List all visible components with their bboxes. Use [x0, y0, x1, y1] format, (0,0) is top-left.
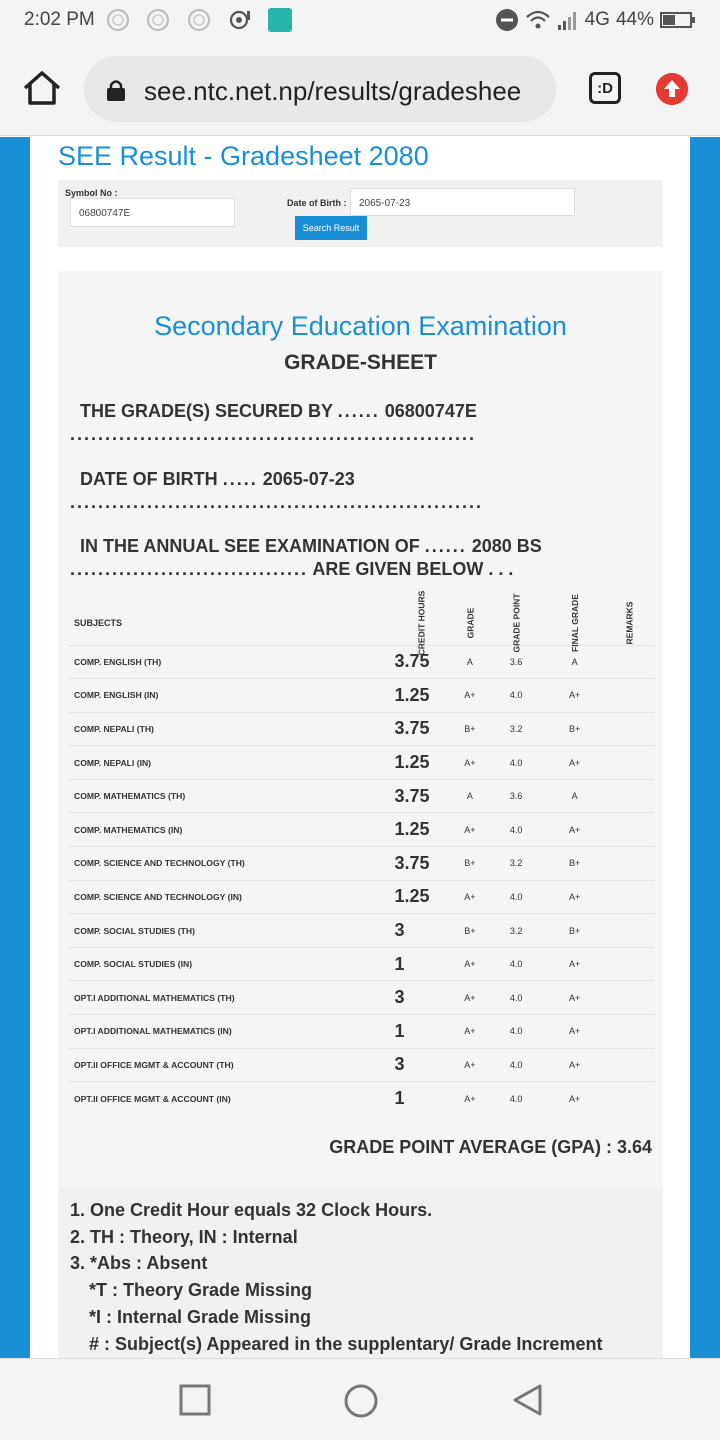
subject-cell: COMP. SCIENCE AND TECHNOLOGY (TH) [68, 847, 389, 881]
point-cell: 3.2 [487, 914, 546, 948]
table-row [68, 779, 655, 813]
final-cell: A [546, 779, 604, 813]
grade-cell: B+ [453, 712, 486, 746]
table-row [68, 1048, 655, 1082]
symbol-input[interactable]: 06800747E [70, 198, 235, 227]
credit-cell: 3.75 [389, 712, 454, 746]
credit-cell: 1.25 [389, 880, 454, 914]
remarks-cell [604, 847, 655, 881]
home-nav-icon[interactable] [343, 1383, 379, 1419]
table-row [68, 746, 655, 780]
grade-cell: B+ [453, 847, 486, 881]
remarks-cell [604, 746, 655, 780]
header-final-grade: FINAL GRADE [569, 593, 580, 652]
grade-cell: A+ [453, 813, 486, 847]
secured-prefix: THE GRADE(S) SECURED BY [80, 401, 333, 421]
header-remarks: REMARKS [624, 601, 635, 645]
gpa-summary: GRADE POINT AVERAGE (GPA) : 3.64 [329, 1137, 652, 1157]
table-row [68, 813, 655, 847]
point-cell: 3.2 [487, 847, 546, 881]
sheet-title: GRADE-SHEET [284, 351, 437, 374]
table-row [68, 712, 655, 746]
final-cell: A [546, 645, 604, 679]
remarks-cell [604, 947, 655, 981]
credit-cell: 3 [389, 1048, 454, 1082]
credit-cell: 1 [389, 947, 454, 981]
grade-cell: A+ [453, 947, 486, 981]
lock-icon [106, 79, 126, 101]
final-cell: A+ [546, 813, 604, 847]
table-row [68, 847, 655, 881]
final-cell: A+ [546, 746, 604, 780]
note-6: # : Subject(s) Appeared in the supplentary/ Grade Increment [89, 1334, 603, 1354]
search-form [58, 180, 663, 247]
subject-cell: COMP. SCIENCE AND TECHNOLOGY (IN) [68, 880, 389, 914]
web-page [0, 137, 720, 1358]
grades-table [68, 590, 655, 1115]
point-cell: 4.0 [487, 1048, 546, 1082]
header-subjects: SUBJECTS [74, 617, 123, 628]
credit-cell: 3.75 [389, 847, 454, 881]
point-cell: 4.0 [487, 880, 546, 914]
status-indicators [495, 8, 696, 32]
remarks-cell [604, 679, 655, 713]
grade-cell: A+ [453, 1082, 486, 1116]
grade-cell: A+ [453, 679, 486, 713]
table-row [68, 679, 655, 713]
remarks-cell [604, 712, 655, 746]
remarks-cell [604, 1015, 655, 1049]
exam-title: Secondary Education Examination [154, 311, 567, 341]
do-not-disturb-icon [495, 8, 519, 32]
subject-cell: COMP. NEPALI (TH) [68, 712, 389, 746]
recents-icon[interactable] [178, 1383, 212, 1417]
final-cell: A+ [546, 947, 604, 981]
table-row [68, 645, 655, 679]
subject-cell: COMP. NEPALI (IN) [68, 746, 389, 780]
table-row [68, 981, 655, 1015]
grade-cell: A+ [453, 746, 486, 780]
credit-cell: 1 [389, 1015, 454, 1049]
dob-line: DATE OF BIRTH ..... 2065-07-23 ........................................................... [70, 469, 484, 512]
final-cell: A+ [546, 1048, 604, 1082]
battery-percent: 44% [615, 9, 654, 30]
point-cell: 4.0 [487, 981, 546, 1015]
grade-cell: A [453, 779, 486, 813]
battery-icon [660, 11, 696, 29]
given-below: ARE GIVEN BELOW . . . [312, 559, 514, 579]
right-border [690, 137, 720, 1358]
notification-icon [106, 8, 130, 32]
header-grade-point: GRADE POINT [511, 593, 522, 653]
table-row [68, 880, 655, 914]
final-cell: A+ [546, 880, 604, 914]
screenshot-icon [268, 8, 292, 32]
point-cell: 4.0 [487, 1082, 546, 1116]
subject-cell: OPT.II OFFICE MGMT & ACCOUNT (TH) [68, 1048, 389, 1082]
status-time: 2:02 PM [24, 9, 95, 30]
remarks-cell [604, 880, 655, 914]
wifi-icon [525, 9, 551, 31]
remarks-cell [604, 981, 655, 1015]
credit-cell: 3.75 [389, 645, 454, 679]
point-cell: 4.0 [487, 947, 546, 981]
remarks-cell [604, 1048, 655, 1082]
tab-switcher-button[interactable]: :D [589, 72, 621, 104]
point-cell: 3.2 [487, 712, 546, 746]
note-1: 1. One Credit Hour equals 32 Clock Hours. [70, 1200, 433, 1220]
note-5: *I : Internal Grade Missing [89, 1307, 312, 1327]
subject-cell: COMP. SOCIAL STUDIES (IN) [68, 947, 389, 981]
grade-cell: B+ [453, 914, 486, 948]
back-icon[interactable] [510, 1383, 544, 1417]
subject-cell: COMP. MATHEMATICS (IN) [68, 813, 389, 847]
table-row [68, 914, 655, 948]
table-header-row [68, 601, 655, 645]
point-cell: 4.0 [487, 679, 546, 713]
update-icon[interactable] [656, 73, 688, 105]
status-bar [0, 0, 720, 40]
dob-prefix: DATE OF BIRTH [80, 469, 218, 489]
grade-cell: A+ [453, 1048, 486, 1082]
network-type: 4G [584, 9, 610, 30]
subject-cell: COMP. ENGLISH (IN) [68, 679, 389, 713]
at-sign-icon [228, 8, 252, 32]
grade-cell: A [453, 645, 486, 679]
dob-input[interactable]: 2065-07-23 [350, 188, 575, 216]
credit-cell: 3 [389, 981, 454, 1015]
remarks-cell [604, 645, 655, 679]
final-cell: B+ [546, 847, 604, 881]
annual-line: IN THE ANNUAL SEE EXAMINATION OF ...... 2080 BS .................................. ARE GIVEN BELOW . . . [70, 536, 542, 579]
signal-icon [557, 9, 579, 31]
subject-cell: OPT.II OFFICE MGMT & ACCOUNT (IN) [68, 1082, 389, 1116]
remarks-cell [604, 914, 655, 948]
notes-section [58, 1188, 663, 1358]
credit-cell: 3 [389, 914, 454, 948]
page-title: SEE Result - Gradesheet 2080 [58, 141, 429, 171]
table-row [68, 1082, 655, 1116]
subject-cell: COMP. SOCIAL STUDIES (TH) [68, 914, 389, 948]
final-cell: B+ [546, 712, 604, 746]
subject-cell: COMP. MATHEMATICS (TH) [68, 779, 389, 813]
secured-by-line: THE GRADE(S) SECURED BY ...... 06800747E .......................................................... [70, 401, 477, 444]
browser-toolbar [0, 40, 720, 136]
url-text: see.ntc.net.np/results/gradeshee [144, 76, 522, 106]
secured-symbol: 06800747E [384, 401, 477, 421]
table-row [68, 947, 655, 981]
note-3: 3. *Abs : Absent [70, 1253, 208, 1273]
notification-icon [187, 8, 211, 32]
remarks-cell [604, 813, 655, 847]
subject-cell: OPT.I ADDITIONAL MATHEMATICS (IN) [68, 1015, 389, 1049]
credit-cell: 1.25 [389, 679, 454, 713]
subject-cell: OPT.I ADDITIONAL MATHEMATICS (TH) [68, 981, 389, 1015]
point-cell: 4.0 [487, 813, 546, 847]
address-bar[interactable] [84, 56, 556, 122]
annual-prefix: IN THE ANNUAL SEE EXAMINATION OF [80, 536, 420, 556]
credit-cell: 1.25 [389, 746, 454, 780]
exam-year: 2080 BS [471, 536, 542, 556]
grade-cell: A+ [453, 1015, 486, 1049]
final-cell: A+ [546, 981, 604, 1015]
symbol-label: Symbol No : [65, 188, 118, 198]
point-cell: 3.6 [487, 779, 546, 813]
point-cell: 4.0 [487, 1015, 546, 1049]
final-cell: A+ [546, 1082, 604, 1116]
grade-cell: A+ [453, 880, 486, 914]
final-cell: B+ [546, 914, 604, 948]
navigation-bar [0, 1358, 720, 1440]
subject-cell: COMP. ENGLISH (TH) [68, 645, 389, 679]
final-cell: A+ [546, 679, 604, 713]
point-cell: 4.0 [487, 746, 546, 780]
remarks-cell [604, 1082, 655, 1116]
dob-label: Date of Birth : [287, 198, 347, 208]
grade-cell: A+ [453, 981, 486, 1015]
final-cell: A+ [546, 1015, 604, 1049]
dob-value: 2065-07-23 [262, 469, 355, 489]
notification-icon [146, 8, 170, 32]
home-icon[interactable] [22, 70, 62, 106]
point-cell: 3.6 [487, 645, 546, 679]
search-result-button[interactable]: Search Result [295, 216, 367, 240]
remarks-cell [604, 779, 655, 813]
header-credit-hours: CREDIT HOURS [415, 590, 426, 656]
table-row [68, 1015, 655, 1049]
header-grade: GRADE [464, 607, 475, 639]
left-border [0, 137, 30, 1358]
credit-cell: 1.25 [389, 813, 454, 847]
grade-sheet [58, 271, 663, 1358]
credit-cell: 3.75 [389, 779, 454, 813]
note-4: *T : Theory Grade Missing [89, 1280, 313, 1300]
credit-cell: 1 [389, 1082, 454, 1116]
note-2: 2. TH : Theory, IN : Internal [70, 1227, 298, 1247]
